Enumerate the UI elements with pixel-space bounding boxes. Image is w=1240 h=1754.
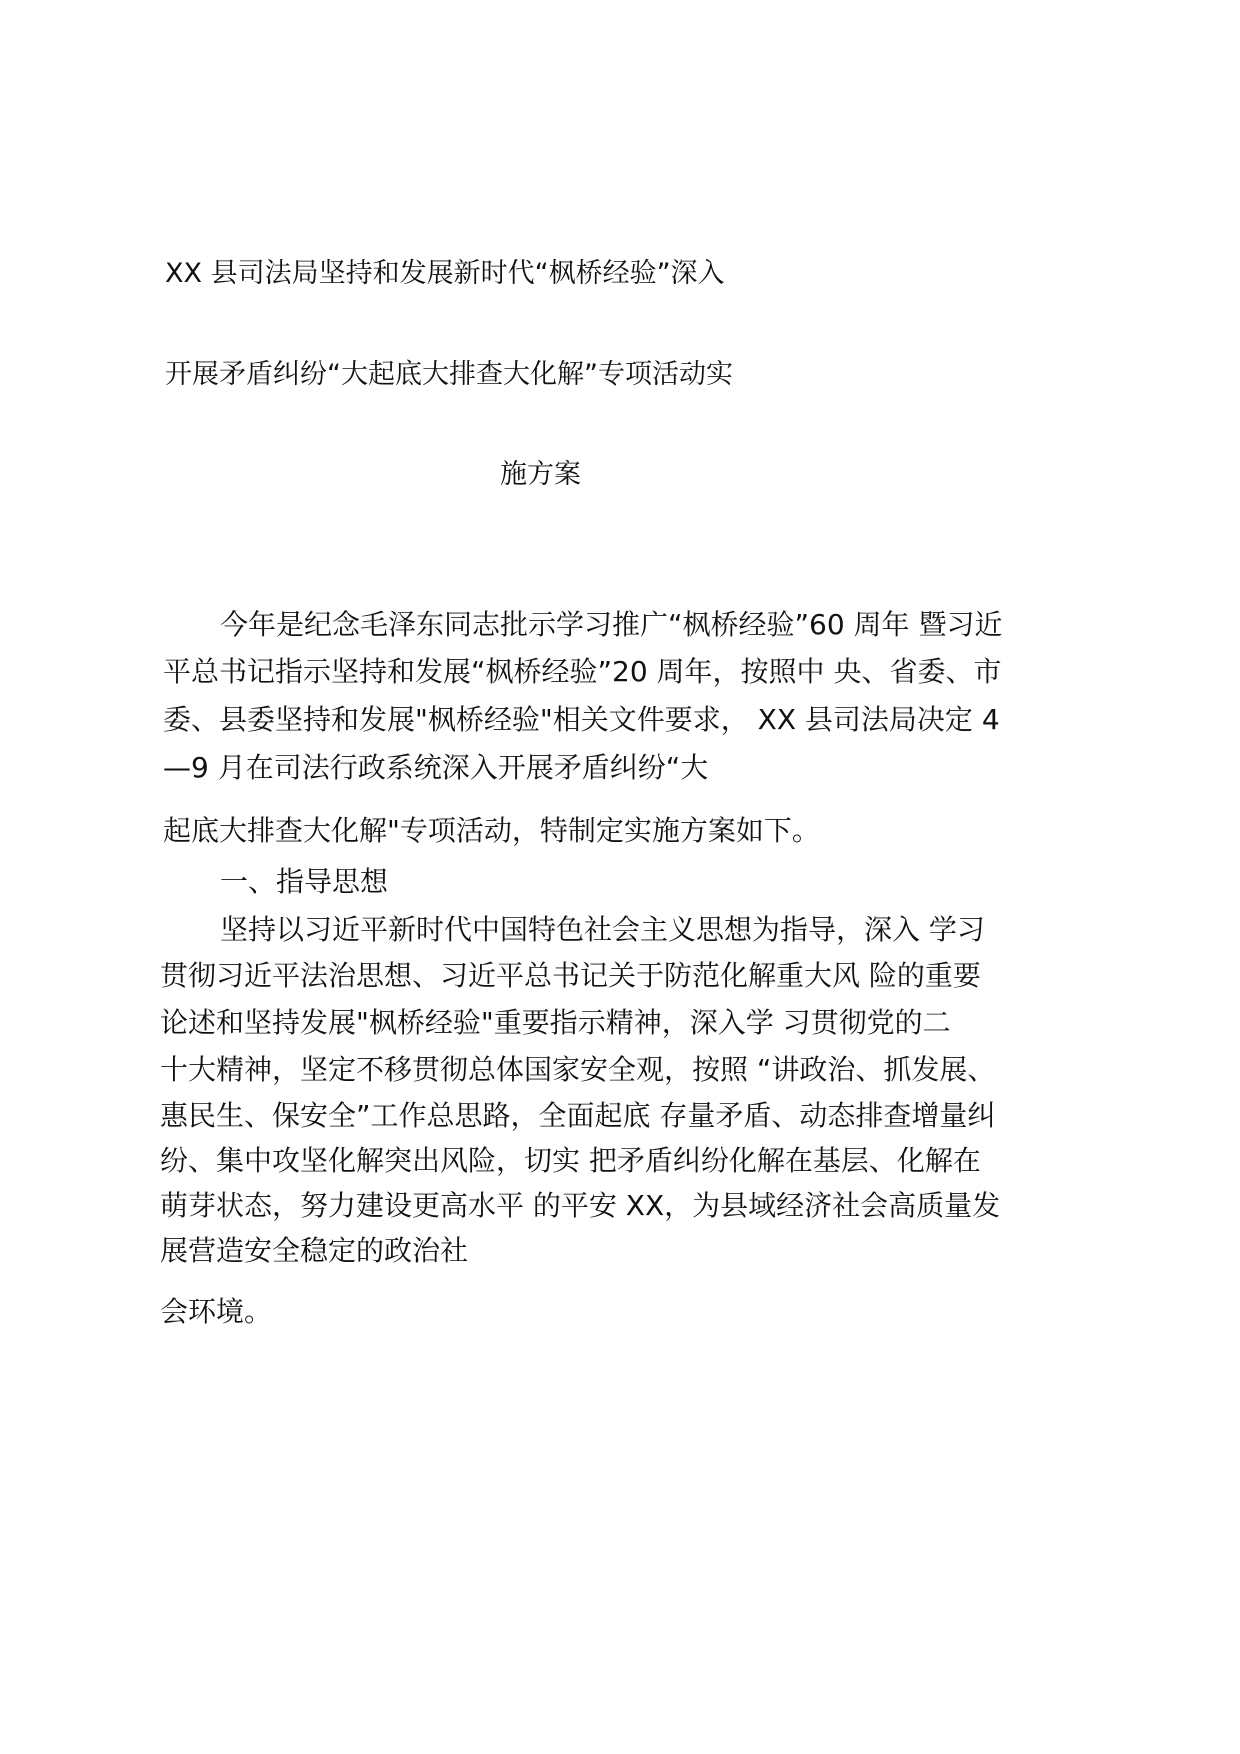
- intro-paragraph-line: 今年是纪念毛泽东同志批示学习推广“枫桥经验”60 周年 暨习近: [220, 608, 1003, 641]
- intro-paragraph-line: 起底大排查大化解"专项活动，特制定实施方案如下。: [163, 814, 820, 847]
- section-paragraph-line: 纷、集中攻坚化解突出风险，切实 把矛盾纠纷化解在基层、化解在: [160, 1144, 981, 1177]
- title-line-1: XX 县司法局坚持和发展新时代“枫桥经验”深入: [165, 258, 725, 289]
- title-line-3: 施方案: [500, 459, 581, 490]
- intro-paragraph-line: —9 月在司法行政系统深入开展矛盾纠纷“大: [163, 751, 709, 784]
- section-paragraph-line: 坚持以习近平新时代中国特色社会主义思想为指导，深入 学习: [220, 913, 985, 946]
- section-heading: 一、指导思想: [220, 865, 389, 898]
- section-paragraph-line: 惠民生、保安全”工作总思路，全面起底 存量矛盾、动态排查增量纠: [160, 1099, 996, 1132]
- section-paragraph-line: 论述和坚持发展"枫桥经验"重要指示精神，深入学 习贯彻党的二: [160, 1006, 951, 1039]
- section-paragraph-line: 贯彻习近平法治思想、习近平总书记关于防范化解重大风 险的重要: [160, 959, 981, 992]
- section-paragraph-line: 会环境。: [160, 1295, 273, 1328]
- title-line-2: 开展矛盾纠纷“大起底大排查大化解”专项活动实: [165, 359, 733, 390]
- intro-paragraph-line: 委、县委坚持和发展"枫桥经验"相关文件要求， XX 县司法局决定 4: [163, 703, 1000, 736]
- intro-paragraph-line: 平总书记指示坚持和发展“枫桥经验”20 周年，按照中 央、省委、市: [163, 655, 1002, 688]
- section-paragraph-line: 十大精神，坚定不移贯彻总体国家安全观，按照 “讲政治、抓发展、: [160, 1053, 996, 1086]
- section-paragraph-line: 展营造安全稳定的政治社: [160, 1234, 469, 1267]
- section-paragraph-line: 萌芽状态，努力建设更高水平 的平安 XX，为县域经济社会高质量发: [160, 1189, 1001, 1222]
